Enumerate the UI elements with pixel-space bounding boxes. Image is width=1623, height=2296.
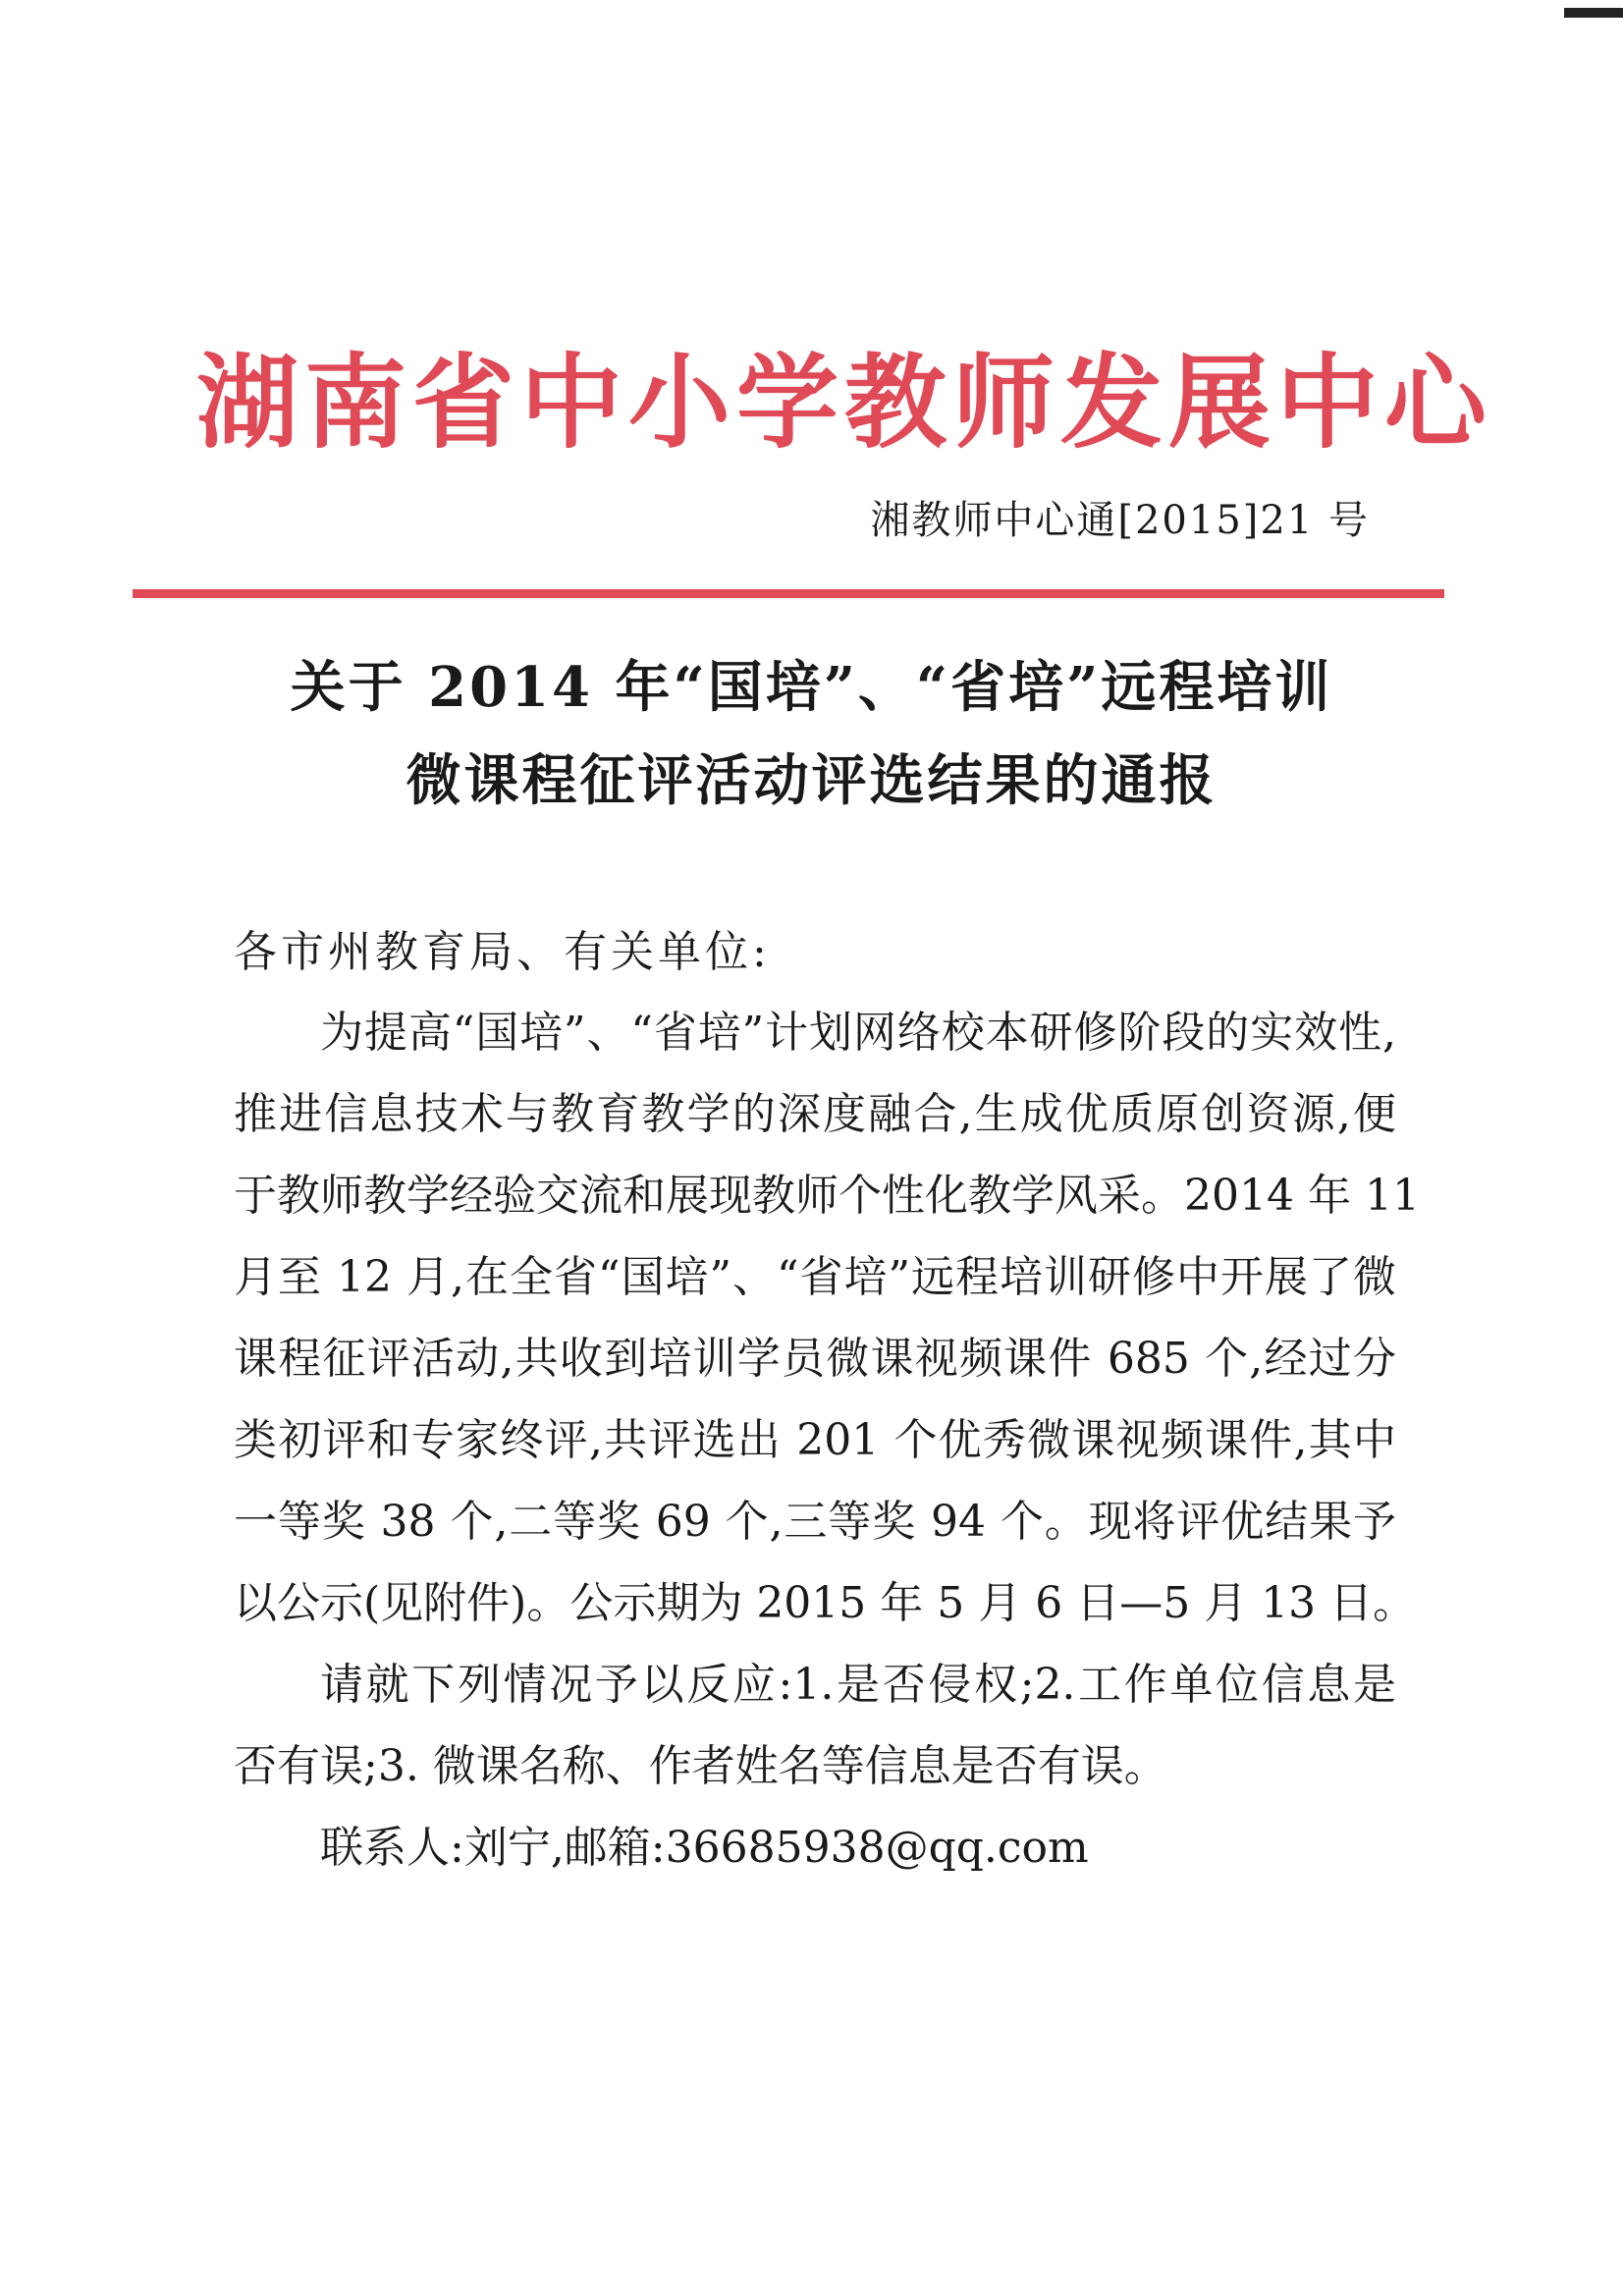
issuing-organization-header: 湖南省中小学教师发展中心 bbox=[196, 343, 1493, 463]
document-title-line-1: 关于 2014 年“国培”、“省培”远程培训 bbox=[290, 655, 1333, 720]
body-line: 一等奖 38 个,二等奖 69 个,三等奖 94 个。现将评优结果予 bbox=[234, 1497, 1396, 1547]
contact-line: 联系人:刘宁,邮箱:36685938@qq.com bbox=[320, 1823, 1089, 1873]
salutation: 各市州教育局、有关单位: bbox=[234, 927, 771, 977]
body-line: 以公示(见附件)。公示期为 2015 年 5 月 6 日—5 月 13 日。 bbox=[234, 1578, 1417, 1628]
red-separator-line bbox=[133, 589, 1444, 598]
body-line: 类初评和专家终评,共评选出 201 个优秀微课视频课件,其中 bbox=[234, 1415, 1396, 1465]
body-line: 课程征评活动,共收到培训学员微课视频课件 685 个,经过分 bbox=[234, 1334, 1396, 1384]
body-line: 为提高“国培”、“省培”计划网络校本研修阶段的实效性, bbox=[320, 1008, 1396, 1058]
document-title-line-2: 微课程征评活动评选结果的通报 bbox=[406, 748, 1217, 813]
document-number: 湘教师中心通[2015]21 号 bbox=[870, 498, 1370, 543]
body-line: 于教师教学经验交流和展现教师个性化教学风采。2014 年 11 bbox=[234, 1171, 1420, 1221]
scan-edge-mark bbox=[1564, 8, 1623, 18]
body-line: 否有误;3. 微课名称、作者姓名等信息是否有误。 bbox=[234, 1741, 1167, 1791]
body-line: 请就下列情况予以反应:1.是否侵权;2.工作单位信息是 bbox=[320, 1660, 1396, 1710]
body-line: 月至 12 月,在全省“国培”、“省培”远程培训研修中开展了微 bbox=[234, 1252, 1396, 1302]
body-line: 推进信息技术与教育教学的深度融合,生成优质原创资源,便 bbox=[234, 1089, 1396, 1139]
